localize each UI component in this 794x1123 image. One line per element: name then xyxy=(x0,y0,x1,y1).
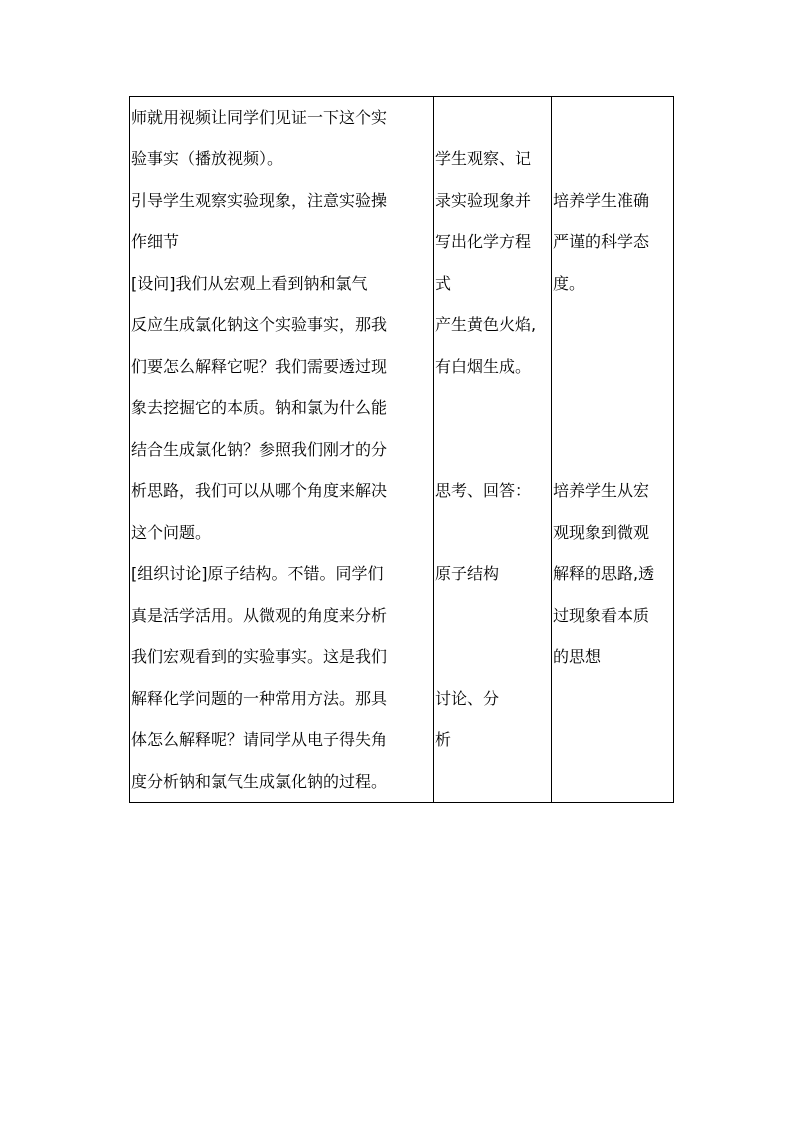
teacher-activity-line: 析思路，我们可以从哪个角度来解决 xyxy=(131,481,388,500)
lesson-plan-table xyxy=(129,96,674,803)
student-activity-line: 式 xyxy=(435,274,452,293)
teacher-activity-line: 象去挖掘它的本质。钠和氯为什么能 xyxy=(131,398,388,417)
teacher-activity-line: 体怎么解释呢？请同学从电子得失角 xyxy=(131,730,388,749)
teacher-activity-line: 作细节 xyxy=(131,232,180,251)
teacher-activity-line: [组织讨论]原子结构。不错。同学们 xyxy=(131,564,384,583)
teacher-activity-line: 这个问题。 xyxy=(131,523,212,542)
teacher-activity-line: 真是活学活用。从微观的角度来分析 xyxy=(131,606,388,625)
design-intent-line: 度。 xyxy=(553,274,586,293)
column-divider-2 xyxy=(551,97,552,802)
column-divider-1 xyxy=(433,97,434,802)
student-activity-line: 学生观察、记 xyxy=(435,149,532,168)
teacher-activity-line: 引导学生观察实验现象，注意实验操 xyxy=(131,191,388,210)
teacher-activity-line: 度分析钠和氯气生成氯化钠的过程。 xyxy=(131,772,388,791)
design-intent-line: 解释的思路,透 xyxy=(553,564,655,583)
student-activity-line: 有白烟生成。 xyxy=(435,357,532,376)
design-intent-line: 过现象看本质 xyxy=(553,606,650,625)
teacher-activity-line: 反应生成氯化钠这个实验事实，那我 xyxy=(131,315,388,334)
student-activity-line: 思考、回答： xyxy=(435,481,532,500)
design-intent-line: 的思想 xyxy=(553,647,602,666)
student-activity-line: 讨论、分 xyxy=(435,689,500,708)
student-activity-line: 原子结构 xyxy=(435,564,500,583)
design-intent-line: 培养学生准确 xyxy=(553,191,650,210)
teacher-activity-line: [设问]我们从宏观上看到钠和氯气 xyxy=(131,274,368,293)
student-activity-line: 写出化学方程 xyxy=(435,232,532,251)
student-activity-line: 录实验现象并 xyxy=(435,191,532,210)
teacher-activity-line: 解释化学问题的一种常用方法。那具 xyxy=(131,689,388,708)
student-activity-line: 产生黄色火焰, xyxy=(435,315,537,334)
teacher-activity-line: 我们宏观看到的实验事实。这是我们 xyxy=(131,647,388,666)
design-intent-line: 培养学生从宏 xyxy=(553,481,650,500)
teacher-activity-line: 师就用视频让同学们见证一下这个实 xyxy=(131,108,388,127)
teacher-activity-line: 结合生成氯化钠？参照我们刚才的分 xyxy=(131,440,388,459)
teacher-activity-line: 验事实（播放视频）。 xyxy=(131,149,284,168)
teacher-activity-line: 们要怎么解释它呢？我们需要透过现 xyxy=(131,357,388,376)
design-intent-line: 严谨的科学态 xyxy=(553,232,650,251)
student-activity-line: 析 xyxy=(435,730,452,749)
design-intent-line: 观现象到微观 xyxy=(553,523,650,542)
